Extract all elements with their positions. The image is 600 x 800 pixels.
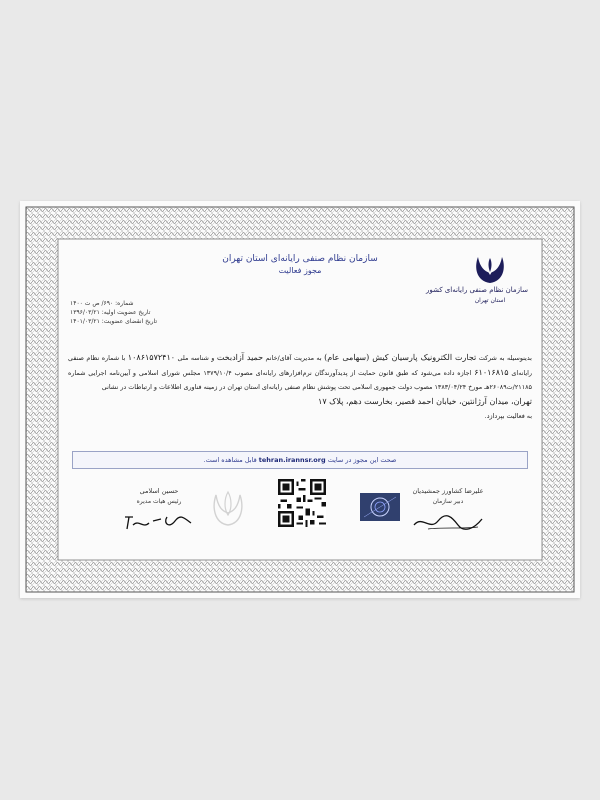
certificate-content: [64, 245, 536, 554]
verify-site-link[interactable]: tehran.irannsr.org: [258, 456, 326, 464]
member-number: ۶۱۰۱۶۸۱۵: [474, 367, 509, 377]
body-text: اجازه داده می‌شود که طبق قانون حمایت از پدیدآورندگان نرم‌افزارهای رایانه‌ای مصوب ۱۳۷۹/۱۰/۴ مجلس شورای اسلامی و آیین‌نامه اجرایی شماره ۲۱۱۸۵/ت۲۶۰۸۹هـ مورخ ۱۳۸۳/۰۴/۲۴ مصوب دولت جمهوری اسلامی تحت پوشش نظام صنفی رایانه‌ای استان تهران در زمینه فناوری اطلاعات و ارتباطات در نشانی: [68, 368, 532, 391]
signature-icon: [408, 511, 488, 533]
tulip-icon: [470, 253, 510, 285]
chairman-name: حسین اسلامی: [139, 487, 179, 495]
body-text: با شماره نظام صنفی رایانه‌ای: [68, 354, 532, 377]
body-closing: به فعالیت بپردازد.: [484, 412, 532, 420]
qr-code-icon: [278, 479, 326, 527]
certificate-number: شماره: ۶۹۰/ ص ت ۱۴۰۰: [70, 300, 134, 307]
embossed-seal-icon: [210, 489, 246, 529]
verification-box: [72, 451, 528, 469]
body-text: بدینوسیله به شرکت: [478, 354, 532, 362]
address: تهران، میدان آرژانتین، خیابان احمد قصیر، بخارست دهم، پلاک ۱۷: [318, 396, 532, 406]
chairman-role: رئیس هیات مدیره: [136, 498, 182, 505]
organization-logo: [426, 253, 528, 304]
verify-text: قابل مشاهده است.: [203, 456, 257, 464]
body-text: به مدیریت آقای/خانم: [265, 354, 322, 362]
secretary-name: علیرضا کشاورز جمشیدیان: [412, 487, 484, 495]
first-membership-date: تاریخ عضویت اولیه: ۱۳۹۶/۰۳/۲۱: [70, 309, 151, 316]
body-text: و شناسه ملی: [177, 354, 215, 362]
signature-icon: [119, 511, 199, 533]
secretary-role: دبیر سازمان: [432, 498, 464, 505]
national-id: ۱۰۸۶۱۵۷۲۴۱۰: [127, 353, 176, 362]
secretary-signature: [388, 487, 508, 533]
company-name: تجارت الکترونیک پارسیان کیش (سهامی عام): [324, 353, 477, 362]
certificate: [20, 201, 580, 598]
verify-text: صحت این مجوز در سایت: [327, 456, 397, 464]
expiry-date: تاریخ انقضای عضویت: ۱۴۰۱/۰۳/۲۱: [70, 318, 158, 325]
certificate-body: [68, 351, 532, 424]
logo-province: استان تهران: [474, 297, 506, 304]
header-title: سازمان نظام صنفی رایانه‌ای استان تهران: [222, 254, 378, 264]
hologram-icon: [360, 493, 400, 521]
certificate-meta: [70, 299, 190, 326]
manager-name: حمید آزادبخت: [216, 353, 264, 362]
chairman-signature: [104, 487, 214, 533]
logo-text: سازمان نظام صنفی رایانه‌ای کشور: [426, 286, 528, 294]
header-subtitle: مجوز فعالیت: [278, 266, 322, 275]
